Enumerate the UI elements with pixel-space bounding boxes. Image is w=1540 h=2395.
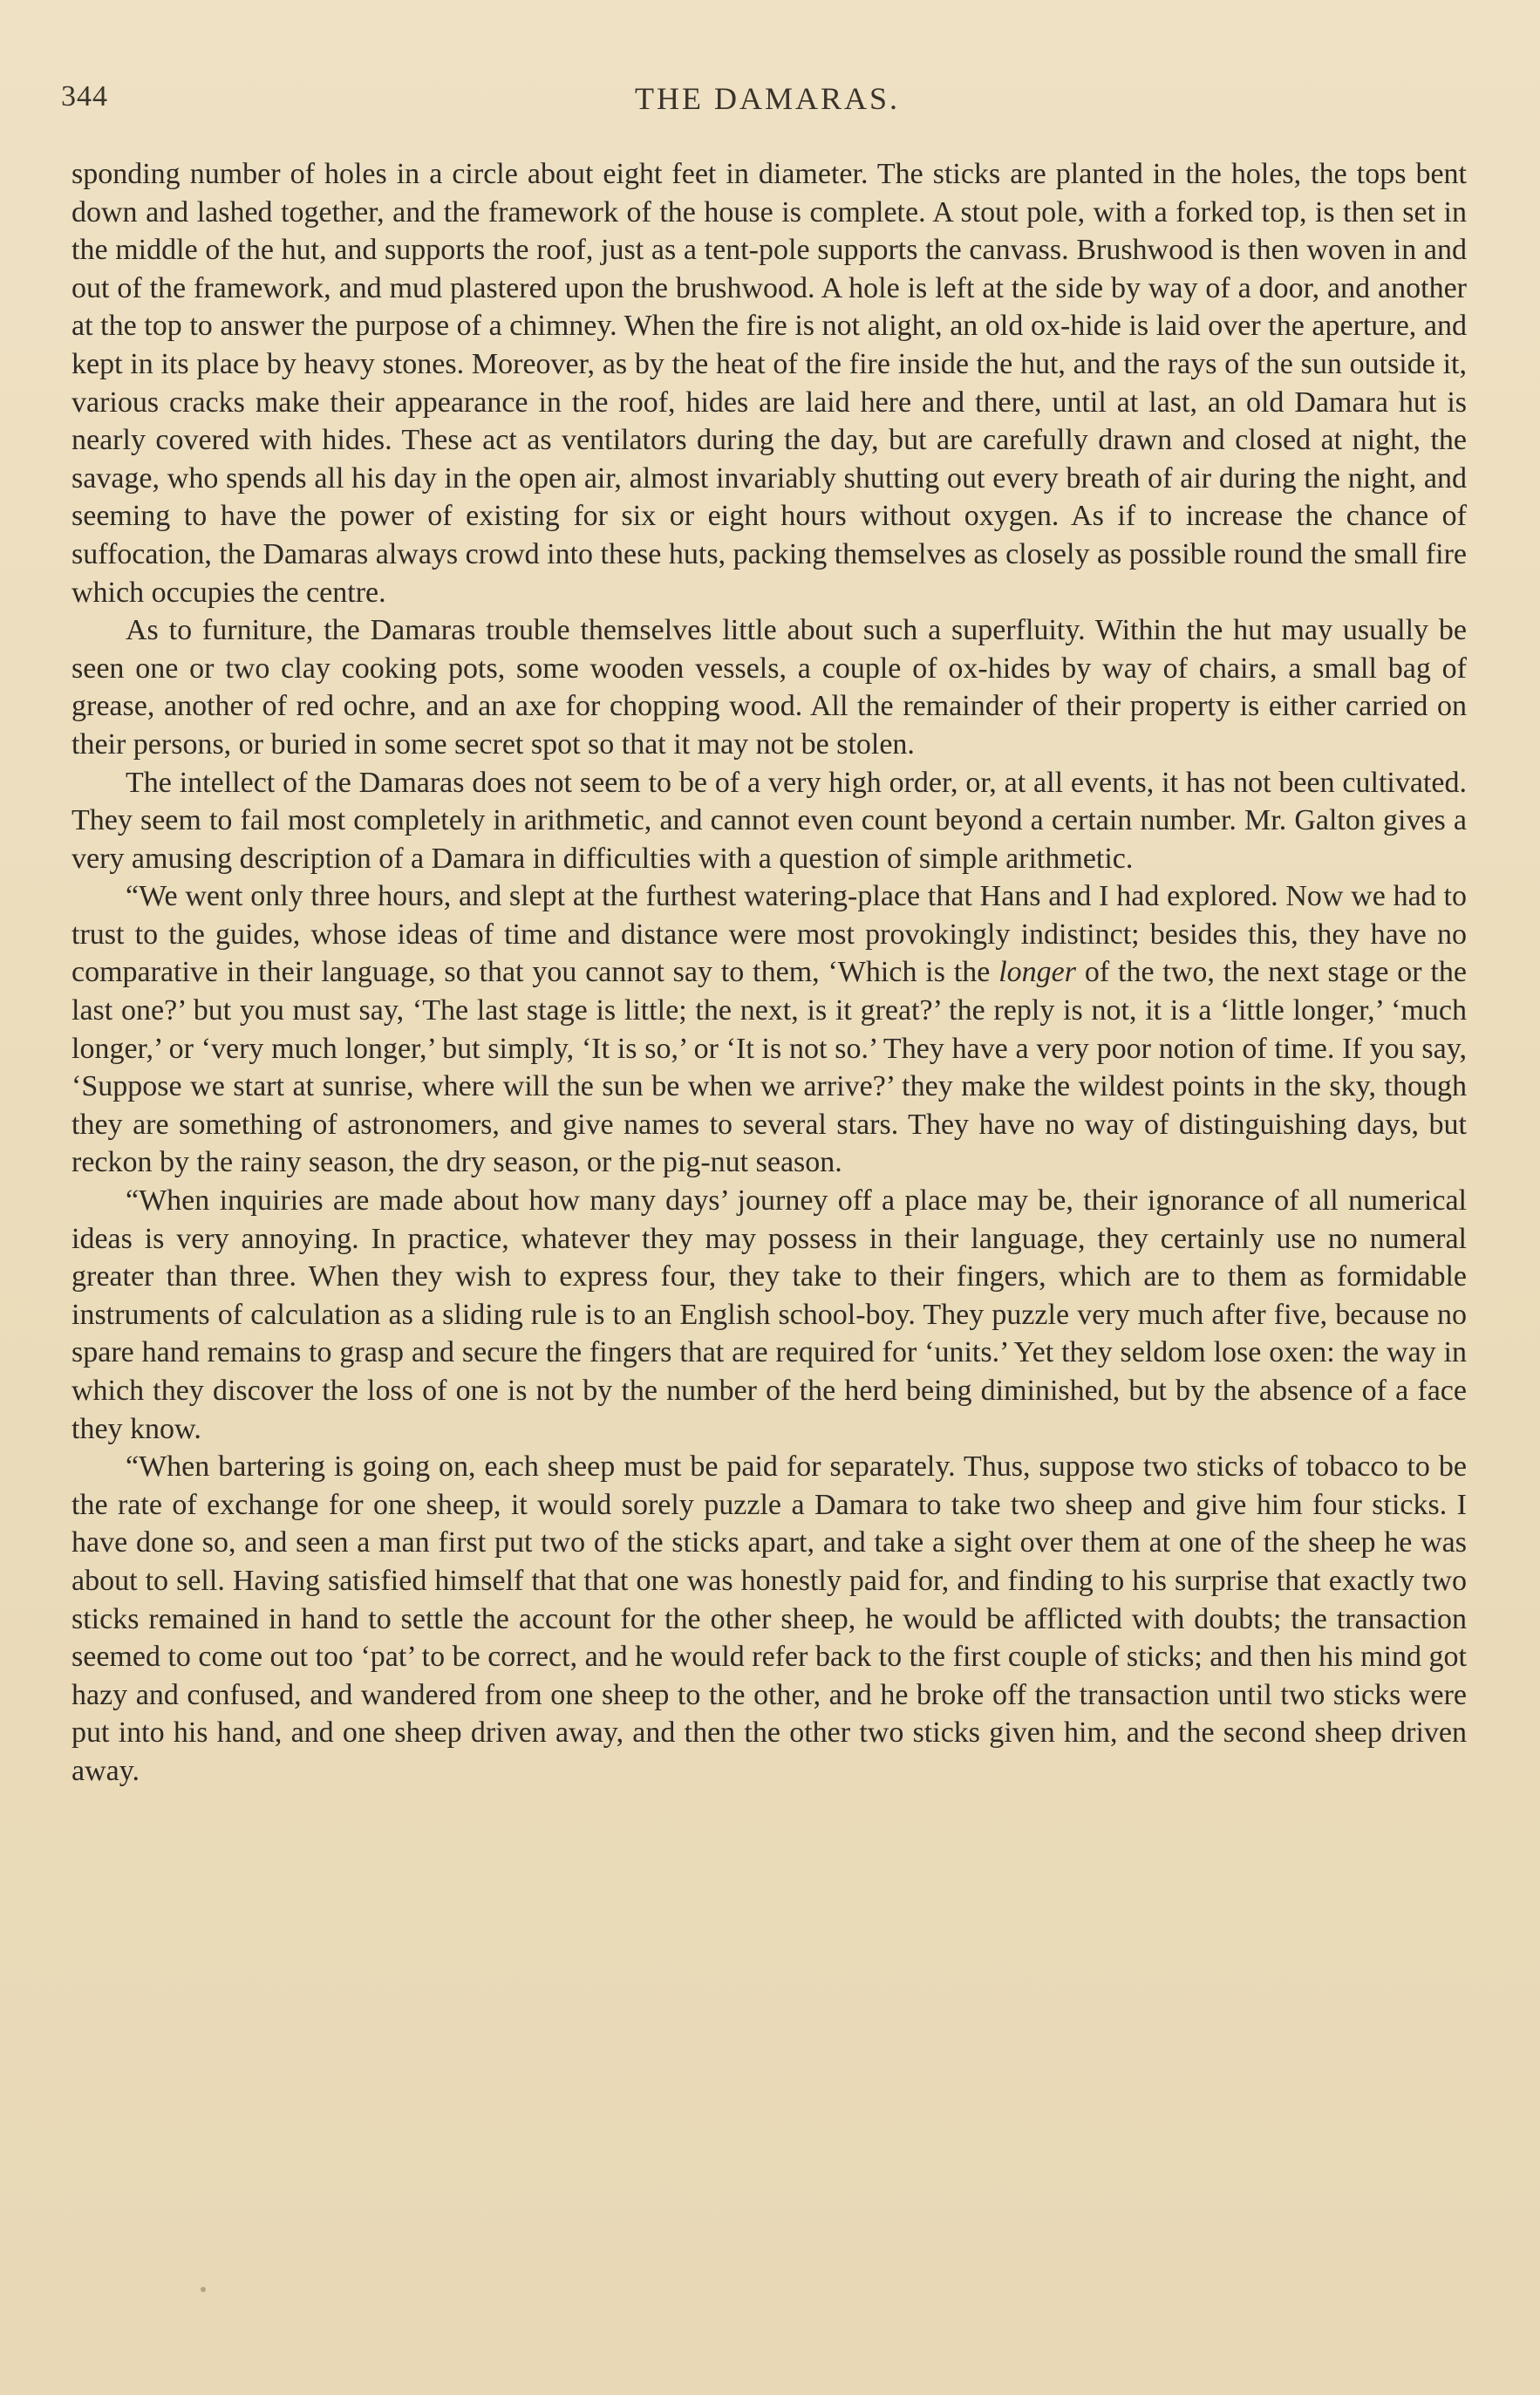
paragraph-numerals: “When inquiries are made about how many days’ journey off a place may be, their ignorance of all numerical ideas is very annoying. In practice, whatever they may possess in their language, they certainly use no numeral greater than three. When they wish to express four, they take to their fingers, which are to them as formidable instruments of calculation as a sliding rule is to an English school-boy. They puzzle very much after five, because no spare hand remains to grasp and secure the fingers that are required for ‘units.’ Yet they seldom lose oxen: the way in which they discover the loss of one is not by the number of the herd being diminished, but by the absence of a face they know. [72, 1184, 1467, 1445]
quote-text-before: “We went only three hours, and slept at the furthest watering-place that Hans and I had explored. Now we had to trust to the guides, whose ideas of time and distance were most provokingly indistinct; besides this, they have no comparative in their language, so that you cannot say to them, ‘Which is the [72, 880, 1467, 989]
paragraph-intellect: The intellect of the Damaras does not seem to be of a very high order, or, at all events, it has not been cultivated. They seem to fail most completely in arithmetic, and cannot even count beyond a certain number. Mr. Galton gives a very amusing description of a Damara in difficulties with a question of simple arithmetic. [72, 766, 1467, 875]
paragraph-hut-construction: sponding number of holes in a circle about eight feet in diameter. The sticks are planted in the holes, the tops bent down and lashed together, and the framework of the house is complete. A stout pole, with a forked top, is then set in the middle of the hut, and supports the roof, just as a tent-pole supports the canvass. Brushwood is then woven in and out of the framework, and mud plastered upon the brushwood. A hole is left at the side by way of a door, and another at the top to answer the purpose of a chimney. When the fire is not alight, an old ox-hide is laid over the aperture, and kept in its place by heavy stones. Moreover, as by the heat of the fire inside the hut, and the rays of the sun outside it, various cracks make their appearance in the roof, hides are laid here and there, until at last, an old Damara hut is nearly covered with hides. These act as ventilators during the day, but are carefully drawn and closed at night, the savage, who spends all his day in the open air, almost invariably shutting out every breath of air during the night, and seeming to have the power of existing for six or eight hours without oxygen. As if to increase the chance of suffocation, the Damaras always crowd into these huts, packing themselves as closely as possible round the small fire which occupies the centre. [72, 158, 1467, 609]
page-header [61, 80, 1474, 124]
body-text [72, 155, 1467, 1791]
paragraph-time-distance [72, 877, 1467, 1182]
paragraph-bartering: “When bartering is going on, each sheep must be paid for separately. Thus, suppose two sticks of tobacco to be the rate of exchange for one sheep, it would sorely puzzle a Damara to take two sheep and give him four sticks. I have done so, and seen a man first put two of the sticks apart, and take a sight over them at one of the sheep he was about to sell. Having satisfied himself that that one was honestly paid for, and finding to his surprise that exactly two sticks remained in hand to settle the account for the other sheep, he would be afflicted with doubts; the transaction seemed to come out too ‘pat’ to be correct, and he would refer back to the first couple of sticks; and then his mind got hazy and confused, and wandered from one sheep to the other, and he broke off the transaction until two sticks were put into his hand, and one sheep driven away, and then the other two sticks given him, and the second sheep driven away. [72, 1450, 1467, 1787]
emphasis-longer: longer [998, 956, 1076, 989]
quote-text-after: of the two, the next stage or the last one?’ but you must say, ‘The last stage is little; the next, is it great?’ the reply is not, it is a ‘little longer,’ ‘much longer,’ or ‘very much longer,’ but simply, ‘It is so,’ or ‘It is not so.’ They have a very poor notion of time. If you say, ‘Suppose we start at sunrise, where will the sun be when we arrive?’ they make the wildest points in the sky, though they are something of astronomers, and give names to several stars. They have no way of distinguishing days, but reckon by the rainy season, the dry season, or the pig-nut season. [72, 956, 1467, 1179]
paper-speck [201, 2287, 206, 2292]
paragraph-furniture: As to furniture, the Damaras trouble themselves little about such a superfluity. Within the hut may usually be seen one or two clay cooking pots, some wooden vessels, a couple of ox-hides by way of chairs, a small bag of grease, another of red ochre, and an axe for chopping wood. All the remainder of their property is either carried on their persons, or buried in some secret spot so that it may not be stolen. [72, 614, 1467, 761]
page-number: 344 [61, 80, 108, 113]
running-title: THE DAMARAS. [634, 81, 900, 116]
